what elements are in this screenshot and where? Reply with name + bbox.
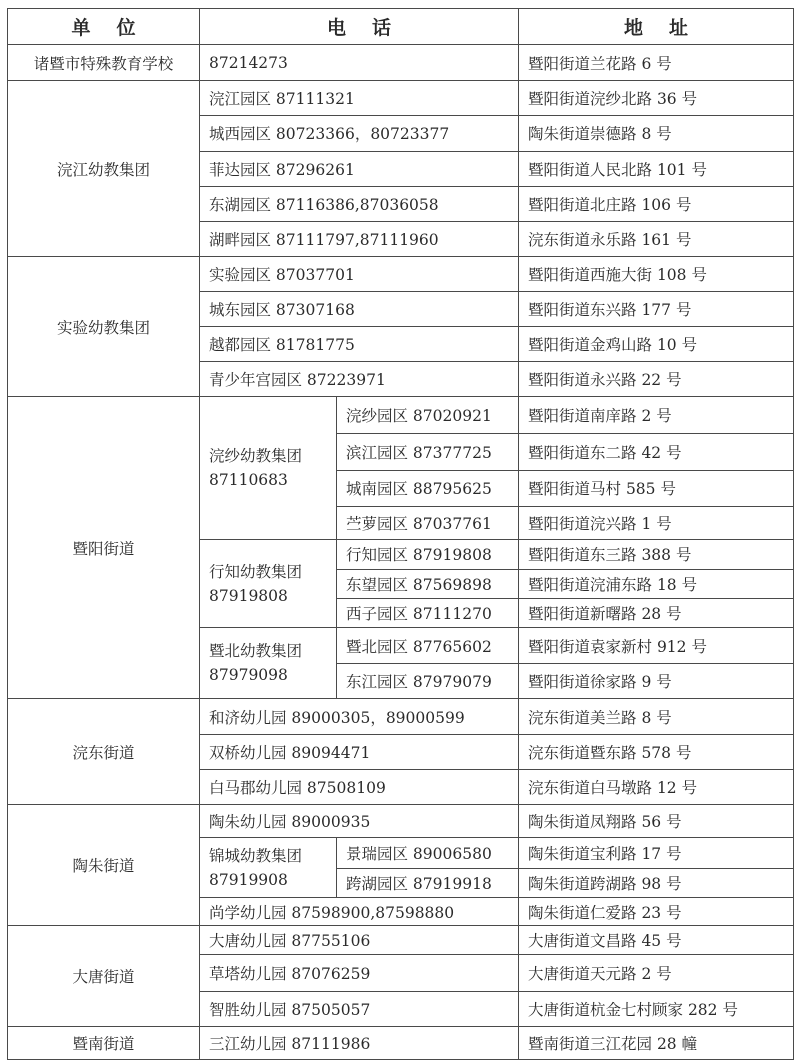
phone-cell: 东望园区 87569898 <box>337 570 519 599</box>
table-row <box>8 256 794 291</box>
table-row <box>8 926 794 955</box>
kindergarten-contact-table <box>7 8 794 1060</box>
group-cell <box>200 397 337 540</box>
group-name: 暨北幼教集团 <box>209 642 303 661</box>
address-cell: 暨阳街道兰花路 6 号 <box>519 45 794 81</box>
address-cell: 暨阳街道永兴路 22 号 <box>519 362 794 397</box>
phone-cell: 城东园区 87307168 <box>200 292 519 327</box>
unit-cell: 实验幼教集团 <box>8 256 200 397</box>
unit-cell: 浣东街道 <box>8 699 200 804</box>
phone-cell: 苎萝园区 87037761 <box>337 506 519 539</box>
phone-cell: 东湖园区 87116386,87036058 <box>200 186 519 221</box>
phone-cell: 暨北园区 87765602 <box>337 628 519 664</box>
phone-cell: 城西园区 80723366，80723377 <box>200 116 519 151</box>
table-row <box>8 397 794 433</box>
address-cell: 暨阳街道东兴路 177 号 <box>519 292 794 327</box>
phone-cell: 东江园区 87979079 <box>337 664 519 699</box>
group-cell <box>200 539 337 627</box>
address-cell: 暨南街道三江花园 28 幢 <box>519 1026 794 1059</box>
address-cell: 陶朱街道宝利路 17 号 <box>519 837 794 868</box>
phone-cell: 景瑞园区 89006580 <box>337 837 519 868</box>
table-row <box>8 1026 794 1059</box>
phone-cell: 行知园区 87919808 <box>337 539 519 569</box>
address-cell: 陶朱街道仁爱路 23 号 <box>519 898 794 926</box>
address-cell: 暨阳街道袁家新村 912 号 <box>519 628 794 664</box>
phone-cell: 跨湖园区 87919918 <box>337 869 519 898</box>
header-unit: 单位 <box>8 9 200 45</box>
address-cell: 暨阳街道金鸡山路 10 号 <box>519 327 794 362</box>
address-cell: 陶朱街道凤翔路 56 号 <box>519 804 794 837</box>
address-cell: 浣东街道永乐路 161 号 <box>519 221 794 256</box>
address-cell: 暨阳街道浣浦东路 18 号 <box>519 570 794 599</box>
header-phone: 电话 <box>200 9 519 45</box>
table-row <box>8 45 794 81</box>
address-cell: 浣东街道白马墩路 12 号 <box>519 769 794 804</box>
address-cell: 大唐街道天元路 2 号 <box>519 955 794 991</box>
phone-cell: 湖畔园区 87111797,87111960 <box>200 221 519 256</box>
unit-cell: 诸暨市特殊教育学校 <box>8 45 200 81</box>
group-cell <box>200 628 337 699</box>
phone-cell: 实验园区 87037701 <box>200 256 519 291</box>
group-phone: 87110683 <box>209 471 288 490</box>
unit-cell: 暨阳街道 <box>8 397 200 699</box>
address-cell: 暨阳街道北庄路 106 号 <box>519 186 794 221</box>
phone-cell: 菲达园区 87296261 <box>200 151 519 186</box>
address-cell: 大唐街道杭金七村顾家 282 号 <box>519 991 794 1026</box>
group-name: 行知幼教集团 <box>209 562 303 581</box>
group-phone: 87979098 <box>209 666 288 685</box>
group-name: 浣纱幼教集团 <box>209 447 303 466</box>
unit-cell: 浣江幼教集团 <box>8 81 200 257</box>
phone-cell: 尚学幼儿园 87598900,87598880 <box>200 898 519 926</box>
unit-cell: 陶朱街道 <box>8 804 200 925</box>
address-cell: 暨阳街道浣兴路 1 号 <box>519 506 794 539</box>
address-cell: 暨阳街道浣纱北路 36 号 <box>519 81 794 116</box>
address-cell: 暨阳街道徐家路 9 号 <box>519 664 794 699</box>
phone-cell: 浣纱园区 87020921 <box>337 397 519 433</box>
address-cell: 暨阳街道马村 585 号 <box>519 470 794 506</box>
unit-cell: 大唐街道 <box>8 926 200 1026</box>
phone-cell: 草塔幼儿园 87076259 <box>200 955 519 991</box>
table-row <box>8 699 794 734</box>
phone-cell: 浣江园区 87111321 <box>200 81 519 116</box>
group-phone: 87919808 <box>209 586 288 605</box>
group-name: 锦城幼教集团 <box>209 846 303 865</box>
group-cell <box>200 837 337 897</box>
phone-cell: 87214273 <box>200 45 519 81</box>
address-cell: 暨阳街道东二路 42 号 <box>519 433 794 470</box>
phone-cell: 三江幼儿园 87111986 <box>200 1026 519 1059</box>
phone-cell: 青少年宫园区 87223971 <box>200 362 519 397</box>
header-address: 地址 <box>519 9 794 45</box>
phone-cell: 双桥幼儿园 89094471 <box>200 734 519 769</box>
group-phone: 87919908 <box>209 870 288 889</box>
phone-cell: 和济幼儿园 89000305，89000599 <box>200 699 519 734</box>
address-cell: 暨阳街道南庠路 2 号 <box>519 397 794 433</box>
address-cell: 浣东街道美兰路 8 号 <box>519 699 794 734</box>
unit-cell: 暨南街道 <box>8 1026 200 1059</box>
phone-cell: 智胜幼儿园 87505057 <box>200 991 519 1026</box>
phone-cell: 越都园区 81781775 <box>200 327 519 362</box>
address-cell: 陶朱街道跨湖路 98 号 <box>519 869 794 898</box>
address-cell: 暨阳街道人民北路 101 号 <box>519 151 794 186</box>
phone-cell: 滨江园区 87377725 <box>337 433 519 470</box>
phone-cell: 白马郡幼儿园 87508109 <box>200 769 519 804</box>
address-cell: 暨阳街道东三路 388 号 <box>519 539 794 569</box>
address-cell: 暨阳街道新曙路 28 号 <box>519 599 794 628</box>
phone-cell: 西子园区 87111270 <box>337 599 519 628</box>
table-row <box>8 81 794 116</box>
address-cell: 暨阳街道西施大街 108 号 <box>519 256 794 291</box>
table-row <box>8 804 794 837</box>
phone-cell: 城南园区 88795625 <box>337 470 519 506</box>
address-cell: 大唐街道文昌路 45 号 <box>519 926 794 955</box>
address-cell: 陶朱街道崇德路 8 号 <box>519 116 794 151</box>
address-cell: 浣东街道暨东路 578 号 <box>519 734 794 769</box>
phone-cell: 陶朱幼儿园 89000935 <box>200 804 519 837</box>
phone-cell: 大唐幼儿园 87755106 <box>200 926 519 955</box>
